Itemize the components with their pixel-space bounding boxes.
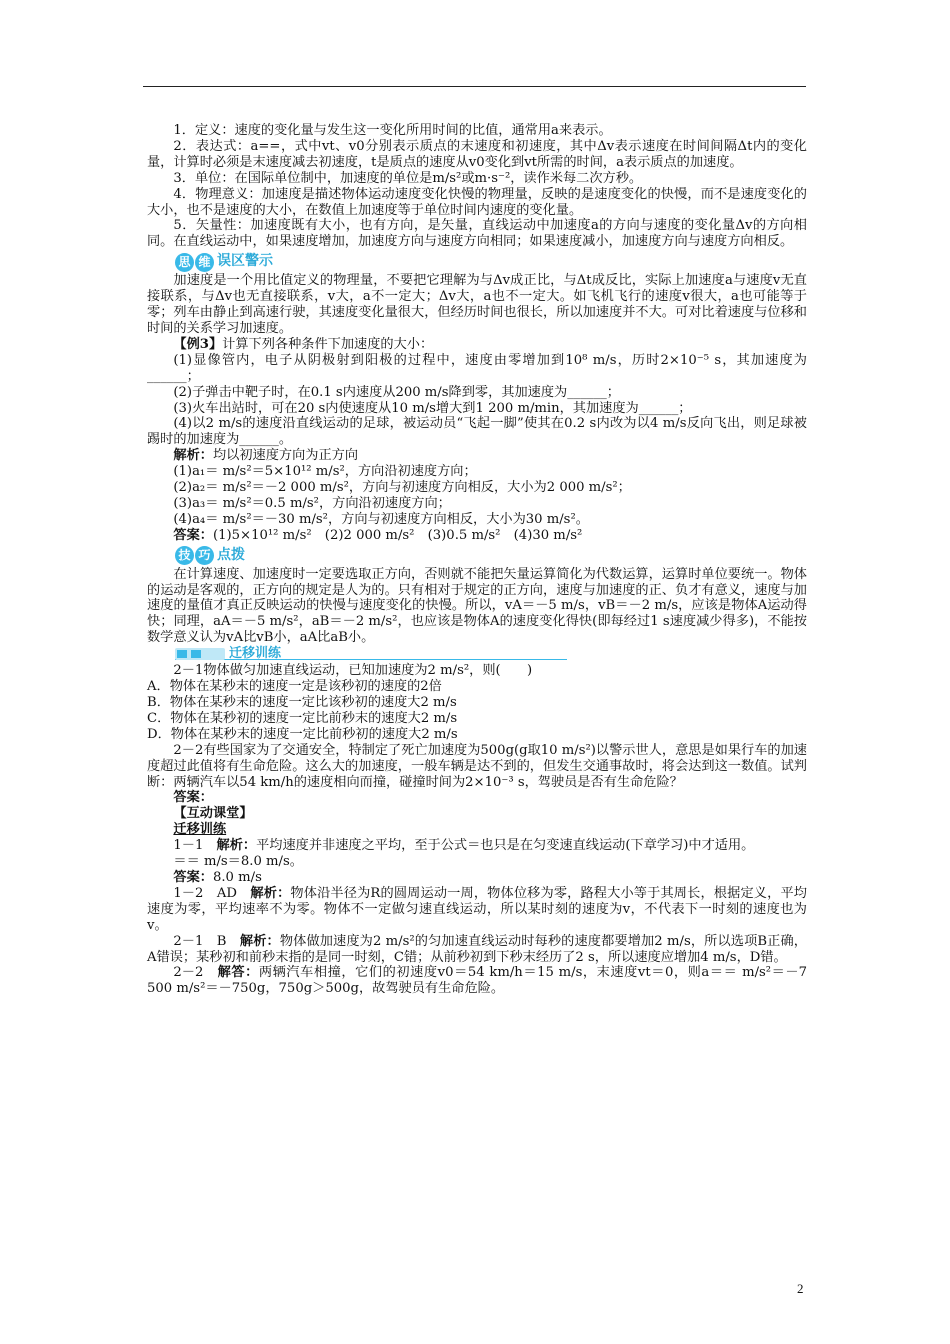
definition-item: 4．物理意义：加速度是描述物体运动速度变化快慢的物理量，反映的是速度变化的快慢，而不是速度变化的大小，也不是速度的大小，在数值上加速度等于单位时间内速度的变化量。 — [147, 186, 807, 218]
tips-text: 在计算速度、加速度时一定要选取正方向，否则就不能把矢量运算简化为代数运算，运算时单位要统一。物体的运动是客观的，正方向的规定是人为的。只有相对于规定的正方向，速度与加速度的正、负才有意义，速度与加速度的量值才真正反映运动的快慢与速度变化的快慢。所以，vA＝－5 m/s，vB＝－2 m/s，应该是物体A运动得快；同理，aA＝－5 m/s²，aB＝－2 m/s²，也应该是物体A的速度变化得快(即每经过1 s速度减少得多)，不能按数学意义认为vA比vB小，aA比aB小。 — [147, 566, 807, 646]
tag-icon — [175, 648, 225, 660]
question-option: D．物体在某秒末的速度一定比前秒初的速度大2 m/s — [147, 726, 458, 742]
analysis-intro-text: 均以初速度方向为正方向 — [212, 448, 359, 464]
solution-2-1 — [147, 934, 807, 966]
solution-head: 2－1 B — [173, 933, 240, 949]
question-answer-label: 答案： — [173, 790, 213, 806]
question-option: C．物体在某秒初的速度一定比前秒末的速度大2 m/s — [147, 710, 458, 726]
question-option: A．物体在某秒末的速度一定是该秒初的速度的2倍 — [147, 679, 442, 695]
solution-head: 2－2 — [173, 965, 218, 981]
analysis-intro — [147, 448, 807, 464]
solution-2-2 — [147, 965, 807, 997]
definition-item: 1．定义：速度的变化量与发生这一变化所用时间的比值，通常用a来表示。 — [173, 123, 612, 138]
heading-badge: 巧 — [195, 546, 214, 565]
analysis-label: 解析： — [173, 448, 213, 464]
solution-text: 物体做加速度为2 m/s²的匀加速直线运动时每秒的速度都要增加2 m/s，所以选项B正确，A错误；某秒初和前秒末指的是同一时刻，C错；从前秒初到下秒末经历了2 s，所以速度应增加4 m/s，D错。 — [147, 933, 807, 965]
answer-text: 8.0 m/s — [212, 869, 262, 885]
solution-1-1 — [147, 838, 807, 854]
solution-1-2 — [147, 886, 807, 934]
example-label: 【例3】 — [173, 336, 223, 352]
solution-label: 解答： — [217, 965, 259, 981]
example-item: (4)以2 m/s的速度沿直线运动的足球，被运动员“飞起一脚”使其在0.2 s内改为以4 m/s反向飞出，则足球被踢时的加速度为______。 — [147, 416, 807, 448]
question-stem: 2－2有些国家为了交通安全，特制定了死亡加速度为500g(g取10 m/s²)以警示世人，意思是如果行车的加速度超过此值将有生命危险。这么大的加速度，一般车辆是达不到的，但发生交通事故时，将会达到这一数值。试判断：两辆汽车以54 km/h的速度相向而撞，碰撞时间为2×10⁻³ s，驾驶员是否有生命危险？ — [147, 742, 807, 790]
solution-label: 解析： — [216, 838, 257, 854]
answer-text: (1)5×10¹² m/s² (2)2 000 m/s² (3)0.5 m/s² (4)30 m/s² — [212, 527, 583, 543]
section-heading-misconception — [175, 251, 807, 273]
example-item: (3)火车出站时，可在20 s内使速度从10 m/s增大到1 200 m/min，其加速度为______； — [173, 400, 692, 416]
page-content — [147, 123, 807, 997]
training-title: 迁移训练 — [173, 822, 227, 838]
heading-badge: 技 — [175, 546, 194, 565]
example-item: (2)子弹击中靶子时，在0.1 s内速度从200 m/s降到零，其加速度为______； — [173, 384, 620, 400]
solution-label: 解析： — [250, 885, 291, 901]
training-tag — [175, 647, 807, 663]
analysis-item: (2)a₂＝ m/s²＝－2 000 m/s²，方向与初速度方向相反，大小为2 000 m/s²； — [173, 480, 631, 496]
example-intro — [147, 337, 807, 353]
heading-badge: 维 — [195, 253, 214, 272]
analysis-item: (3)a₃＝ m/s²＝0.5 m/s²，方向沿初速度方向； — [173, 495, 451, 511]
definition-item: 3．单位：在国际单位制中，加速度的单位是m/s²或m·s⁻²，读作米每二次方秒。 — [173, 170, 643, 186]
analysis-item: (4)a₄＝ m/s²＝－30 m/s²，方向与初速度方向相反，大小为30 m/s²。 — [173, 511, 589, 527]
example-intro-text: 计算下列各种条件下加速度的大小： — [222, 336, 434, 352]
answer-label: 答案： — [173, 527, 213, 543]
answer-label: 答案： — [173, 869, 213, 885]
solution-text: 平均速度并非速度之平均，至于公式＝也只是在匀变速直线运动(下章学习)中才适用。 — [256, 838, 755, 854]
solution-head: 1－2 AD — [173, 885, 251, 901]
heading-title: 误区警示 — [217, 253, 273, 270]
interactive-title: 【互动课堂】 — [173, 806, 253, 822]
definition-item: 2．表达式：a==，式中vt、v0分别表示质点的末速度和初速度，其中Δv表示速度在时间间隔Δt内的变化量，计算时必须是末速度减去初速度，t是质点的速度从v0变化到vt所需的时间，a表示质点的加速度。 — [147, 138, 807, 170]
misconception-text: 加速度是一个用比值定义的物理量，不要把它理解为与Δv成正比，与Δt成反比，实际上加速度a与速度v无直接联系，与Δv也无直接联系，v大，a不一定大；Δv大，a也不一定大。如飞机飞行的速度v很大，a也可能等于零；列车由静止到高速行驶，其速度变化量很大，但经历时间也很长，所以加速度并不大。可对比着速度与位移和时间的关系学习加速度。 — [147, 273, 807, 336]
solution-calc: ＝＝ m/s＝8.0 m/s。 — [173, 854, 303, 870]
analysis-item: (1)a₁＝ m/s²＝5×10¹² m/s²，方向沿初速度方向； — [173, 464, 477, 480]
solution-answer — [147, 870, 807, 886]
solution-label: 解析： — [239, 933, 280, 949]
example-item: (1)显像管内，电子从阴极射到阳极的过程中，速度由零增加到10⁸ m/s，历时2×10⁻⁵ s，其加速度为______； — [147, 352, 807, 384]
heading-badge: 思 — [175, 253, 194, 272]
solution-text: 两辆汽车相撞，它们的初速度v0＝54 km/h＝15 m/s，末速度vt＝0，则a＝＝ m/s²＝－7 500 m/s²＝－750g，750g＞500g，故驾驶员有生命危险。 — [147, 965, 807, 997]
solution-head: 1－1 — [173, 838, 217, 854]
solution-text: 物体沿半径为R的圆周运动一周，物体位移为零，路程大小等于其周长，根据定义，平均速度为零，平均速率不为零。物体不一定做匀速直线运动，所以某时刻的速度为v，不代表下一时刻的速度也为v。 — [147, 885, 807, 933]
heading-title: 点拨 — [217, 546, 245, 563]
question-option: B．物体在某秒末的速度一定比该秒初的速度大2 m/s — [147, 695, 457, 710]
page-number: 2 — [797, 1281, 804, 1296]
tag-label: 迁移训练 — [229, 646, 282, 662]
example-answer — [147, 528, 807, 544]
section-heading-tips — [175, 545, 807, 567]
header-rule — [143, 86, 806, 87]
definition-item: 5．矢量性：加速度既有大小，也有方向，是矢量，直线运动中加速度a的方向与速度的变化量Δv的方向相同。在直线运动中，如果速度增加，加速度方向与速度方向相同；如果速度减小，加速度方向与速度方向相反。 — [147, 218, 807, 250]
question-stem: 2－1物体做匀加速直线运动，已知加速度为2 m/s²，则( ) — [173, 663, 533, 679]
